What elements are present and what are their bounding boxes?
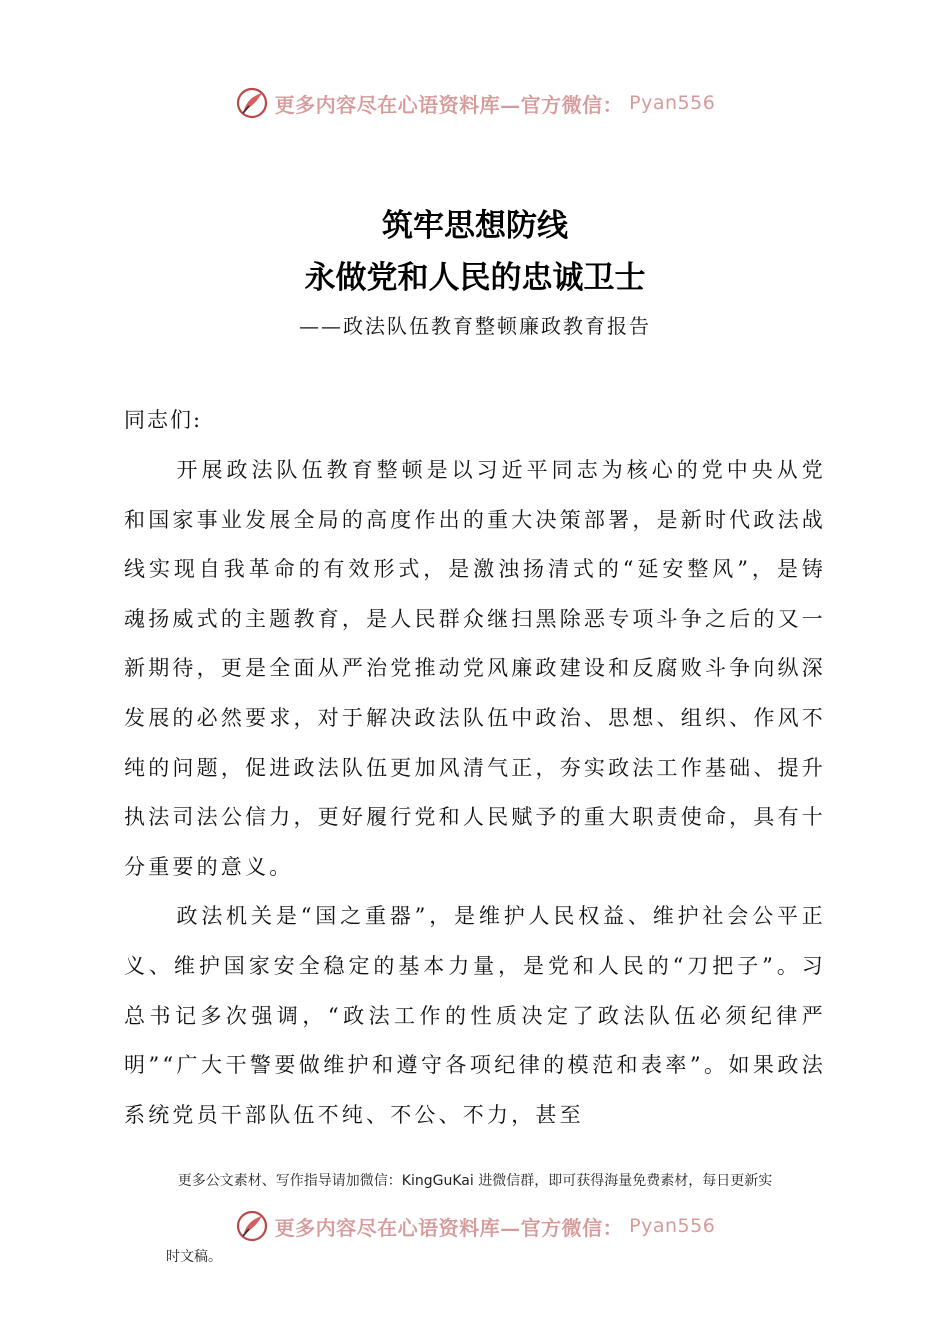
footer-note: 更多公文素材、写作指导请加微信：KingGuKai 进微信群，即可获得海量免费素材，每日更新实 (177, 1173, 773, 1189)
watermark-text: 更多内容尽在心语资料库—官方微信： (274, 92, 624, 117)
document-title-line-1: 筑牢思想防线 (382, 208, 568, 244)
paragraph: 政法机关是“国之重器”，是维护人民权益、维护社会公平正义、维护国家安全稳定的基本力量，是党和人民的“刀把子”。习总书记多次强调，“政法工作的性质决定了政法队伍必须纪律严明”“广大干警要做维护和遵守各项纪律的模范和表率”。如果政法系统党员干部队伍不纯、不公、不力，甚至 (124, 904, 826, 1127)
document-body (124, 446, 826, 1140)
watermark-text: 更多内容尽在心语资料库—官方微信： (274, 1215, 624, 1240)
watermark-contact: Pyan556 (629, 1215, 716, 1237)
salutation: 同志们: (124, 408, 203, 432)
footer-watermark (0, 1209, 950, 1243)
watermark-contact: Pyan556 (629, 92, 716, 114)
paragraph: 开展政法队伍教育整顿是以习近平同志为核心的党中央从党和国家事业发展全局的高度作出的重大决策部署，是新时代政法战线实现自我革命的有效形式，是激浊扬清式的“延安整风”，是铸魂扬威式的主题教育，是人民群众继扫黑除恶专项斗争之后的又一新期待，更是全面从严治党推动党风廉政建设和反腐败斗争向纵深发展的必然要求，对于解决政法队伍中政治、思想、组织、作风不纯的问题，促进政法队伍更加风清气正，夯实政法工作基础、提升执法司法公信力，更好履行党和人民赋予的重大职责使命，具有十分重要的意义。 (124, 458, 826, 879)
header-watermark (0, 86, 950, 120)
document-title-line-2: 永做党和人民的忠诚卫士 (304, 260, 646, 296)
quill-seal-icon (235, 86, 269, 120)
footer-note-continuation: 时文稿。 (166, 1249, 222, 1265)
quill-seal-icon (235, 1209, 269, 1243)
document-subtitle: ——政法队伍教育整顿廉政教育报告 (299, 314, 651, 338)
